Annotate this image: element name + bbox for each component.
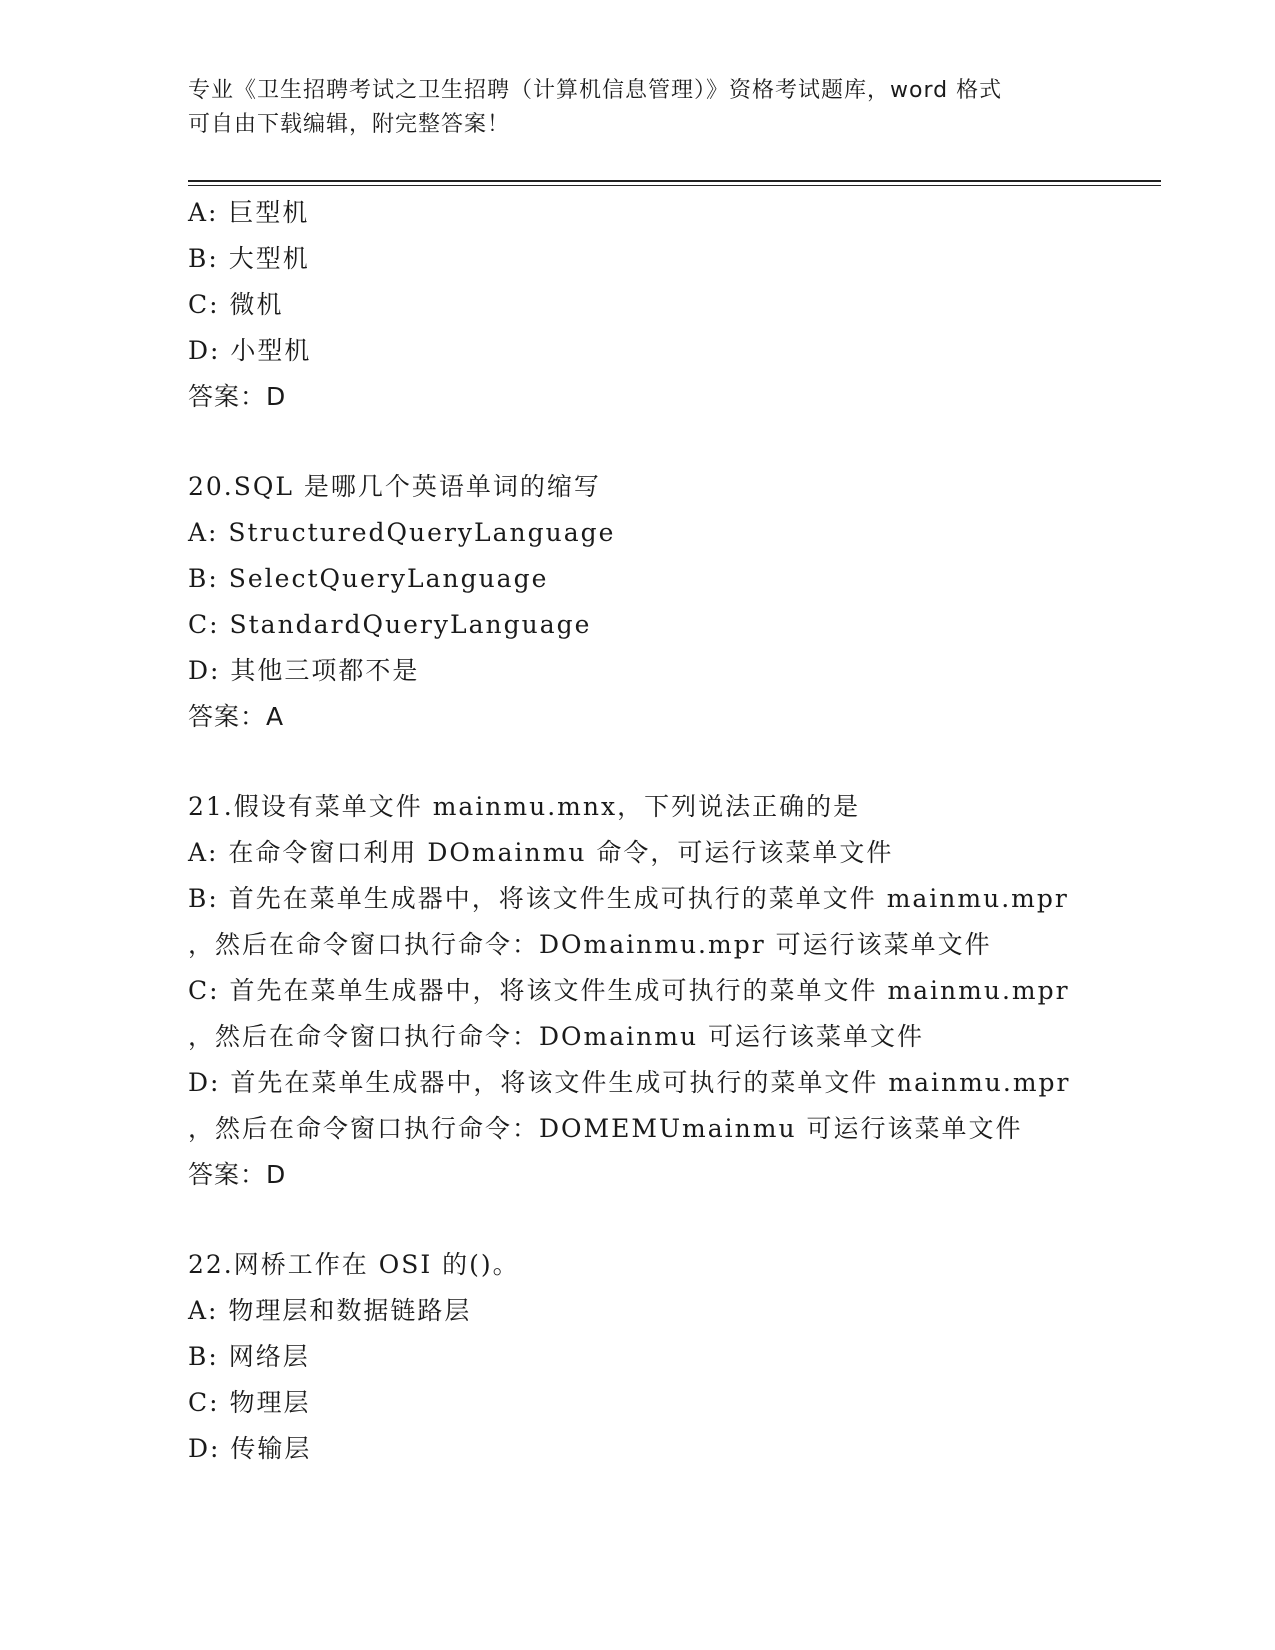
question-stem: 20.SQL 是哪几个英语单词的缩写: [188, 472, 601, 501]
spacer: [188, 420, 1188, 464]
option-b: B: 网络层: [188, 1342, 310, 1371]
option-d: D: 首先在菜单生成器中，将该文件生成可执行的菜单文件 mainmu.mpr: [188, 1068, 1071, 1097]
question-stem: 21.假设有菜单文件 mainmu.mnx，下列说法正确的是: [188, 792, 861, 821]
answer-line: 答案：D: [188, 1160, 287, 1189]
answer-line: 答案：D: [188, 382, 287, 411]
option-a: A: 巨型机: [188, 198, 310, 227]
document-header: [188, 74, 1088, 142]
question-stem: 22.网桥工作在 OSI 的()。: [188, 1250, 520, 1279]
option-d: D: 小型机: [188, 336, 312, 365]
question-21: [188, 784, 1188, 1198]
header-line-2: 可自由下载编辑，附完整答案！: [188, 112, 511, 137]
question-20: [188, 464, 1188, 740]
option-b: B: 大型机: [188, 244, 310, 273]
answer-line: 答案：A: [188, 702, 285, 731]
option-b: B: SelectQueryLanguage: [188, 564, 549, 593]
option-c: C: 首先在菜单生成器中，将该文件生成可执行的菜单文件 mainmu.mpr: [188, 976, 1070, 1005]
question-22: [188, 1242, 1188, 1472]
header-line-1: 专业《卫生招聘考试之卫生招聘（计算机信息管理）》资格考试题库，word 格式: [188, 78, 1003, 103]
option-b-continued: ，然后在命令窗口执行命令：DOmainmu.mpr 可运行该菜单文件: [188, 930, 992, 959]
header-divider: [188, 180, 1161, 186]
option-a: A: 在命令窗口利用 DOmainmu 命令，可运行该菜单文件: [188, 838, 894, 867]
spacer: [188, 740, 1188, 784]
option-a: A: 物理层和数据链路层: [188, 1296, 472, 1325]
option-d: D: 其他三项都不是: [188, 656, 420, 685]
option-c: C: 物理层: [188, 1388, 311, 1417]
question-list: [188, 190, 1188, 1472]
option-a: A: StructuredQueryLanguage: [188, 518, 616, 547]
option-b: B: 首先在菜单生成器中，将该文件生成可执行的菜单文件 mainmu.mpr: [188, 884, 1069, 913]
option-d: D: 传输层: [188, 1434, 312, 1463]
option-c-continued: ，然后在命令窗口执行命令：DOmainmu 可运行该菜单文件: [188, 1022, 925, 1051]
spacer: [188, 1198, 1188, 1242]
question-19: [188, 190, 1188, 420]
option-c: C: 微机: [188, 290, 284, 319]
option-c: C: StandardQueryLanguage: [188, 610, 592, 639]
option-d-continued: ，然后在命令窗口执行命令：DOMEMUmainmu 可运行该菜单文件: [188, 1114, 1023, 1143]
